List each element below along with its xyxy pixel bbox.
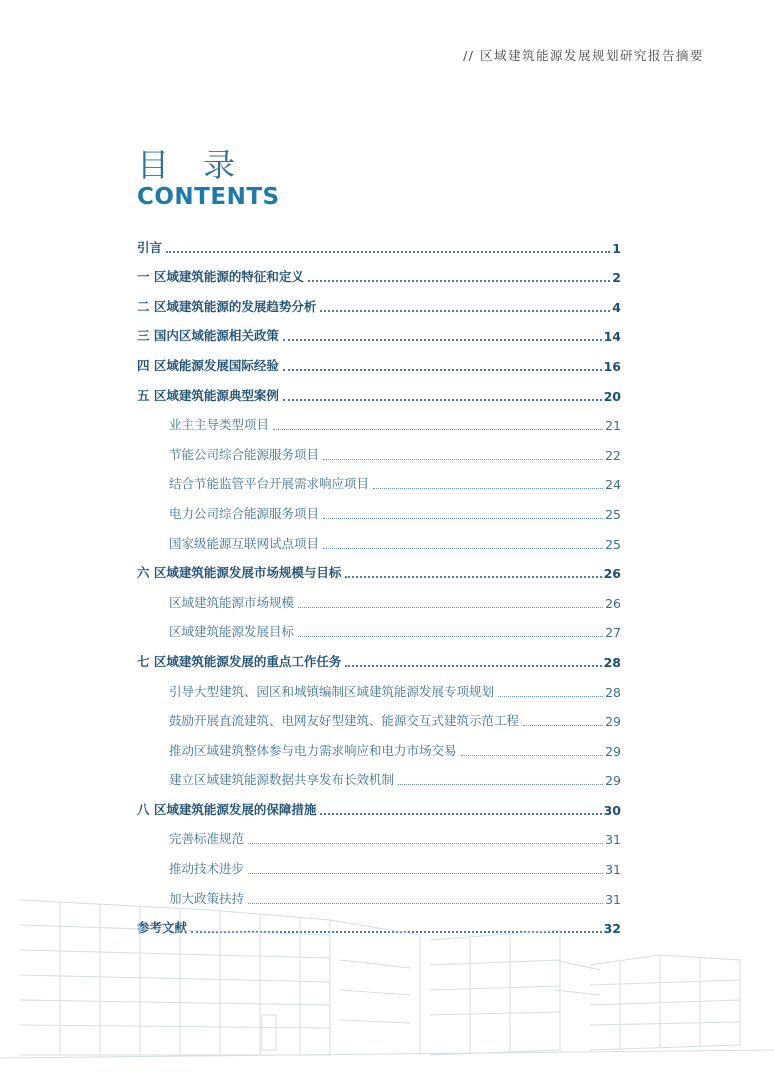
toc-leader-dots [323,547,603,549]
toc-entry-page-number: 21 [605,418,621,434]
toc-leader-dots [323,458,603,460]
toc-leader-dots [283,398,602,401]
toc-entry-label: 六 区域建筑能源发展市场规模与目标 [137,565,342,581]
toc-section-entry[interactable] [137,315,621,345]
toc-section-entry[interactable] [137,285,621,315]
toc-leader-dots [320,812,601,815]
toc-leader-dots [298,635,603,637]
toc-leader-dots [248,842,603,844]
toc-subsection-entry[interactable] [137,492,621,522]
toc-subsection-entry[interactable] [137,522,621,552]
toc-entry-label: 参考文献 [137,920,188,936]
toc-title-english: CONTENTS [137,184,280,210]
toc-entry-page-number: 25 [605,536,621,552]
toc-entry-label: 区域建筑能源发展目标 [169,624,295,640]
toc-entry-label: 八 区域建筑能源发展的保障措施 [137,801,317,817]
toc-entry-page-number: 28 [603,654,621,670]
toc-leader-dots [345,664,601,667]
toc-leader-dots [248,872,603,874]
table-of-contents [137,226,621,936]
toc-subsection-entry[interactable] [137,700,621,730]
toc-entry-page-number: 31 [605,862,621,878]
toc-subsection-entry[interactable] [137,433,621,463]
toc-leader-dots [320,309,610,312]
toc-entry-page-number: 25 [605,506,621,522]
toc-subsection-entry[interactable] [137,670,621,700]
toc-entry-label: 节能公司综合能源服务项目 [169,446,320,462]
toc-entry-label: 引导大型建筑、园区和城镇编制区域建筑能源发展专项规划 [169,683,495,699]
toc-entry-label: 加大政策扶持 [169,890,245,906]
toc-entry-page-number: 29 [605,773,621,789]
toc-entry-page-number: 4 [612,299,621,315]
toc-subsection-entry[interactable] [137,818,621,848]
toc-entry-label: 一 区域建筑能源的特征和定义 [137,269,304,285]
toc-leader-dots [298,606,603,608]
toc-leader-dots [498,695,603,697]
toc-entry-page-number: 16 [603,358,621,374]
toc-entry-page-number: 22 [605,447,621,463]
toc-leader-dots [283,368,602,371]
toc-entry-page-number: 29 [605,714,621,730]
toc-subsection-entry[interactable] [137,581,621,611]
toc-entry-label: 业主主导类型项目 [169,417,270,433]
toc-entry-page-number: 1 [612,240,621,256]
toc-section-entry[interactable] [137,788,621,818]
toc-entry-page-number: 24 [605,477,621,493]
toc-leader-dots [345,575,601,578]
toc-entry-label: 结合节能监管平台开展需求响应项目 [169,476,370,492]
toc-subsection-entry[interactable] [137,611,621,641]
running-header: // 区域建筑能源发展规划研究报告摘要 [463,48,704,63]
toc-entry-label: 推动技术进步 [169,861,245,877]
toc-entry-page-number: 31 [605,832,621,848]
toc-entry-page-number: 2 [612,270,621,286]
toc-section-entry[interactable] [137,344,621,374]
toc-entry-label: 电力公司综合能源服务项目 [169,505,320,521]
toc-entry-page-number: 29 [605,743,621,759]
toc-section-entry[interactable] [137,256,621,286]
toc-leader-dots [166,250,610,253]
toc-leader-dots [373,487,603,489]
toc-subsection-entry[interactable] [137,847,621,877]
toc-entry-page-number: 32 [603,921,621,937]
toc-section-entry[interactable] [137,374,621,404]
toc-leader-dots [283,338,602,341]
toc-leader-dots [323,517,603,519]
toc-entry-page-number: 27 [605,625,621,641]
toc-entry-label: 国家级能源互联网试点项目 [169,535,320,551]
toc-entry-label: 建立区域建筑能源数据共享发布长效机制 [169,772,395,788]
toc-subsection-entry[interactable] [137,404,621,434]
toc-entry-label: 四 区域能源发展国际经验 [137,357,279,373]
toc-entry-page-number: 26 [605,595,621,611]
toc-leader-dots [461,754,604,756]
toc-entry-page-number: 31 [605,891,621,907]
toc-entry-page-number: 28 [605,684,621,700]
toc-entry-label: 七 区域建筑能源发展的重点工作任务 [137,653,342,669]
toc-leader-dots [523,724,603,726]
toc-subsection-entry[interactable] [137,759,621,789]
toc-section-entry[interactable] [137,226,621,256]
toc-entry-label: 推动区域建筑整体参与电力需求响应和电力市场交易 [169,742,457,758]
toc-entry-label: 区域建筑能源市场规模 [169,594,295,610]
toc-section-entry[interactable] [137,640,621,670]
toc-leader-dots [398,783,603,785]
toc-leader-dots [273,428,603,430]
toc-entry-page-number: 30 [603,802,621,818]
toc-entry-page-number: 14 [603,329,621,345]
toc-entry-page-number: 26 [603,566,621,582]
toc-subsection-entry[interactable] [137,729,621,759]
toc-section-entry[interactable] [137,552,621,582]
toc-entry-label: 完善标准规范 [169,831,245,847]
toc-entry-label: 引言 [137,239,163,255]
toc-entry-label: 五 区域建筑能源典型案例 [137,387,279,403]
building-sketch-illustration [0,880,774,1077]
toc-entry-page-number: 20 [603,388,621,404]
toc-entry-label: 三 国内区域能源相关政策 [137,328,279,344]
toc-leader-dots [308,279,610,282]
toc-title-chinese: 目 录 [137,146,248,184]
toc-subsection-entry[interactable] [137,463,621,493]
toc-entry-label: 二 区域建筑能源的发展趋势分析 [137,298,317,314]
toc-entry-label: 鼓励开展直流建筑、电网友好型建筑、能源交互式建筑示范工程 [169,713,520,729]
